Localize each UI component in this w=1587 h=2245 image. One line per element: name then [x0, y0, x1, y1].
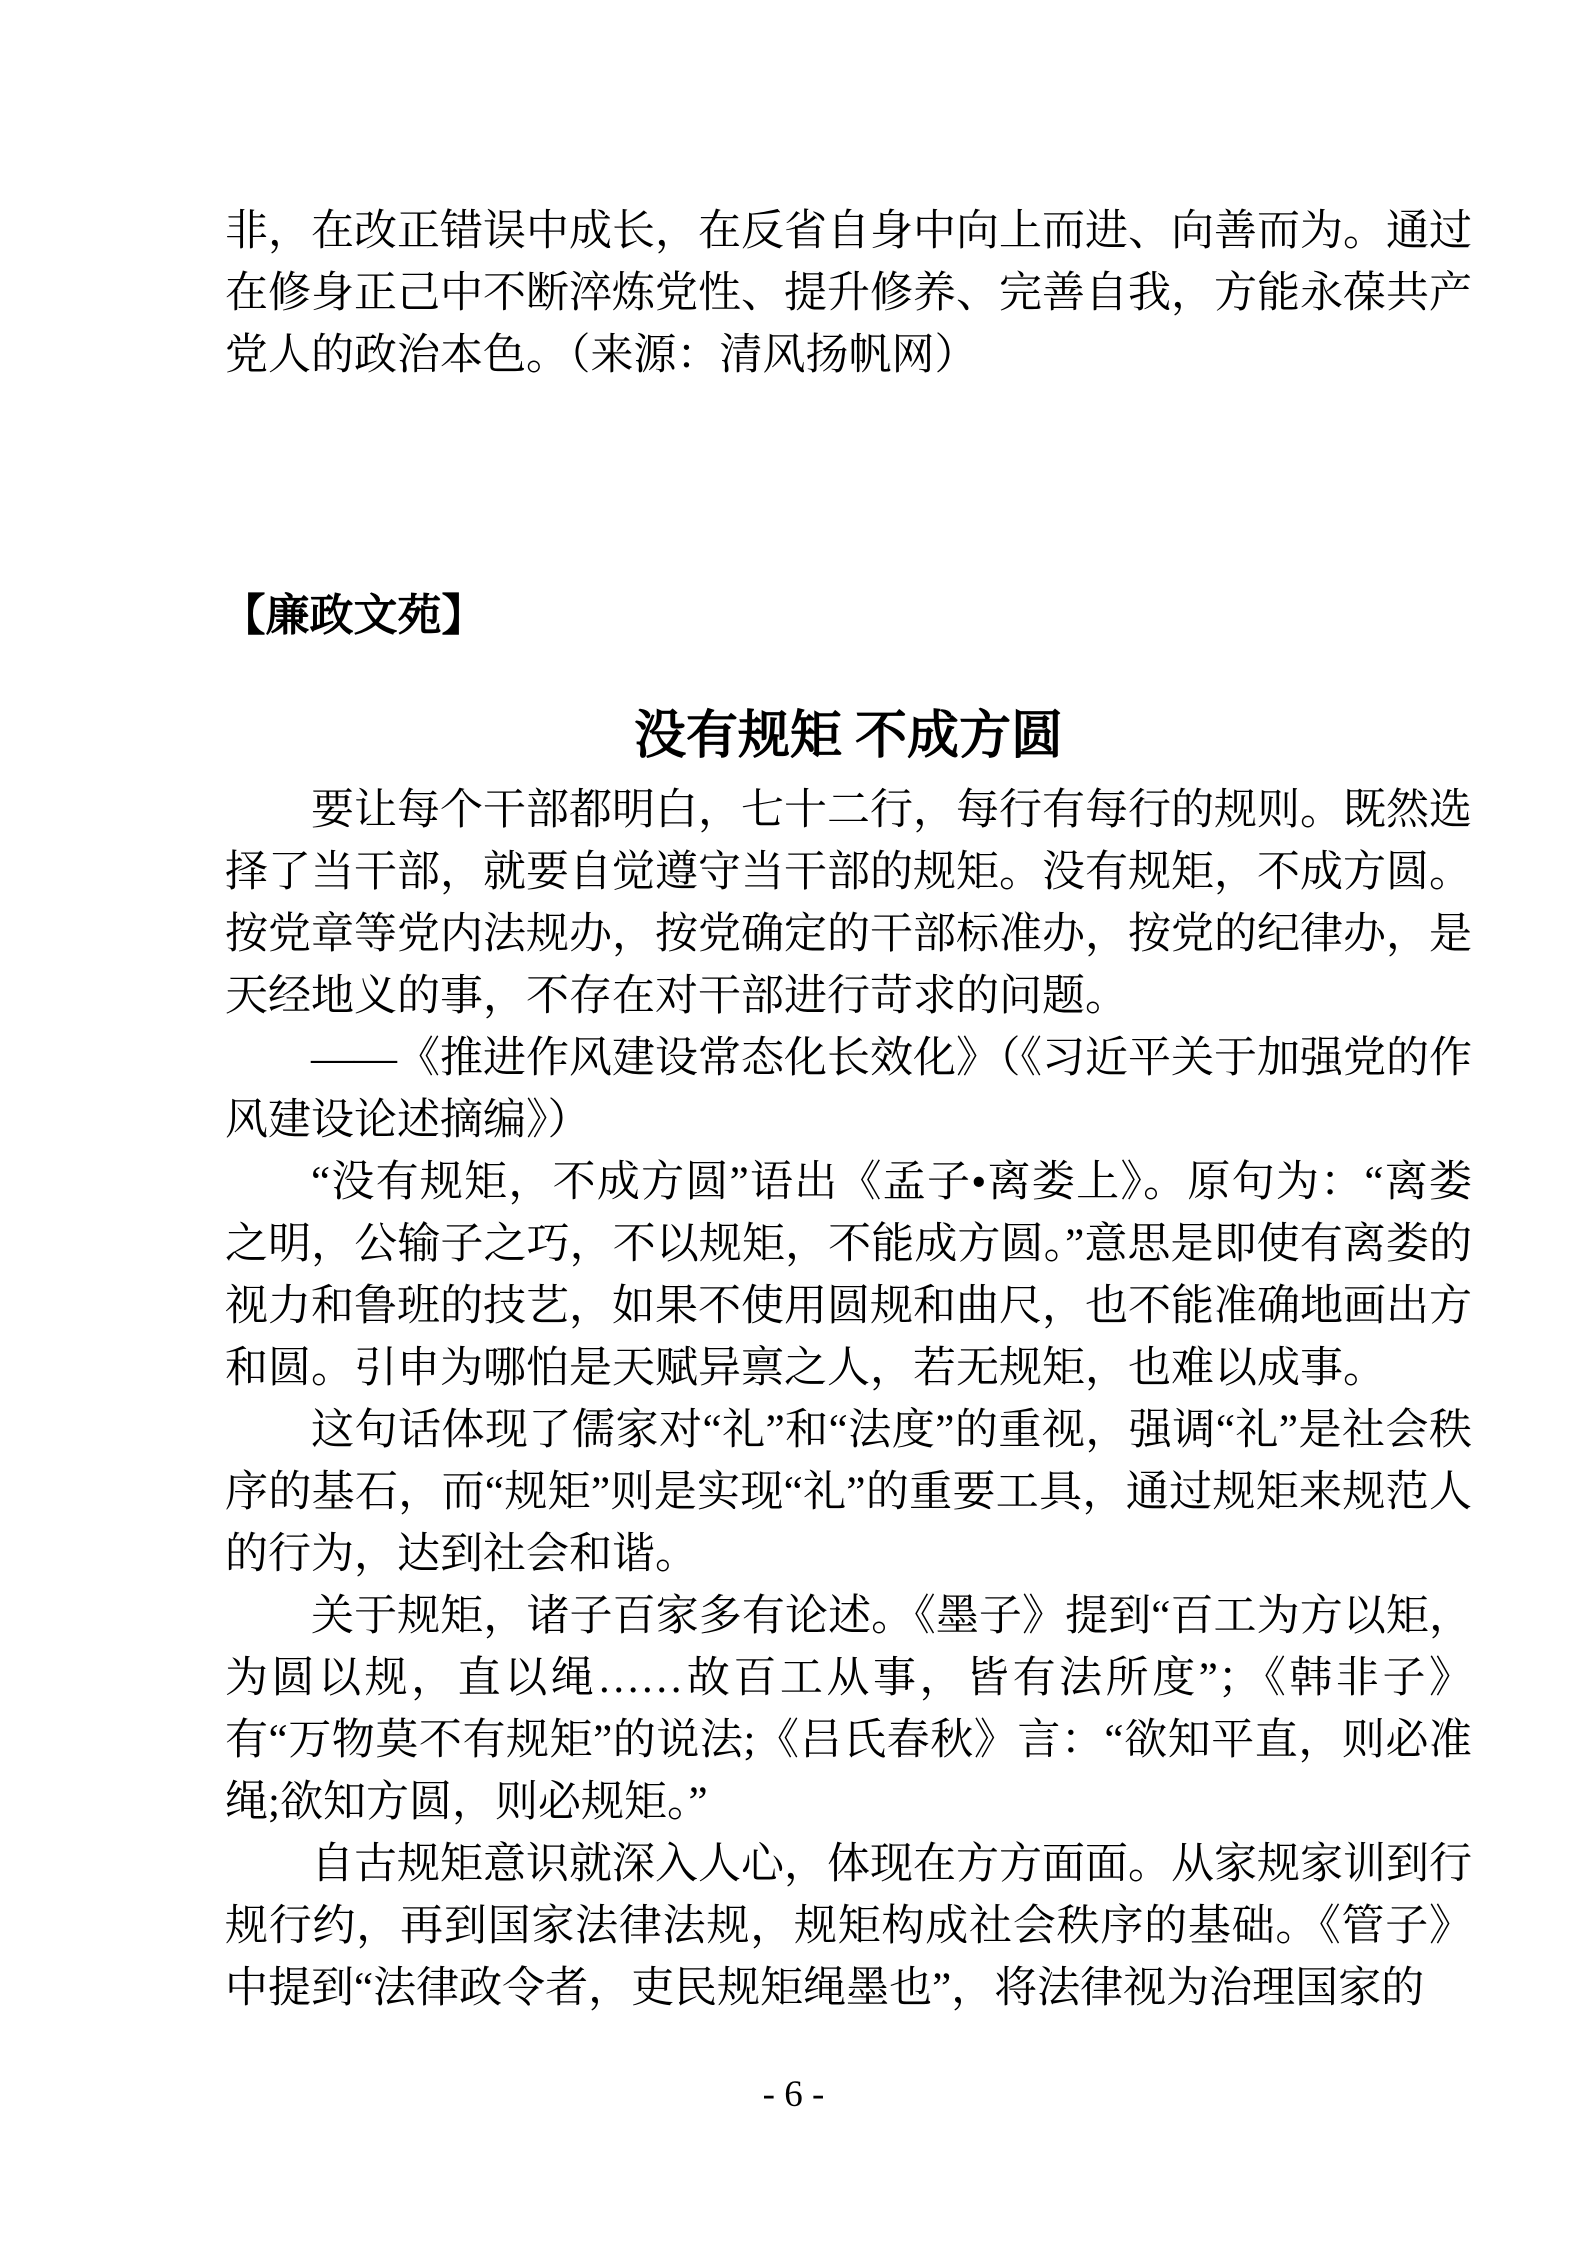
- paragraph: 关于规矩，诸子百家多有论述。《墨子》提到“百工为方以矩，为圆以规，直以绳……故百工从事，皆有法所度”；《韩非子》有“万物莫不有规矩”的说法;《吕氏春秋》言：“欲知平直，则必准绳;欲知方圆，则必规矩。”: [225, 1593, 1472, 1826]
- paragraph: 要让每个干部都明白，七十二行，每行有每行的规则。既然选择了当干部，就要自觉遵守当干部的规矩。没有规矩，不成方圆。按党章等党内法规办，按党确定的干部标准办，按党的纪律办，是天经地义的事，不存在对干部进行苛求的问题。: [225, 787, 1472, 1020]
- paragraph-citation: ——《推进作风建设常态化长效化》（《习近平关于加强党的作风建设论述摘编》）: [225, 1035, 1472, 1144]
- paragraph: 自古规矩意识就深入人心，体现在方方面面。从家规家训到行规行约，再到国家法律法规，规矩构成社会秩序的基础。《管子》中提到“法律政令者，吏民规矩绳墨也”，将法律视为治理国家的: [225, 1841, 1472, 2012]
- article-title: 没有规矩 不成方圆: [633, 708, 1063, 765]
- section-header: 【廉政文苑】: [221, 591, 486, 640]
- continuation-paragraph: 非，在改正错误中成长，在反省自身中向上而进、向善而为。通过在修身正己中不断淬炼党性、提升修养、完善自我，方能永葆共产党人的政治本色。（来源：清风扬帆网）: [225, 208, 1472, 379]
- document-content: [221, 201, 1472, 2020]
- paragraph: 这句话体现了儒家对“礼”和“法度”的重视，强调“礼”是社会秩序的基石，而“规矩”则是实现“礼”的重要工具，通过规矩来规范人的行为，达到社会和谐。: [225, 1407, 1472, 1578]
- page-number: - 6 -: [762, 2074, 825, 2115]
- paragraph: “没有规矩，不成方圆”语出《孟子•离娄上》。原句为：“离娄之明，公输子之巧，不以规矩，不能成方圆。”意思是即使有离娄的视力和鲁班的技艺，如果不使用圆规和曲尺，也不能准确地画出方和圆。引申为哪怕是天赋异禀之人，若无规矩，也难以成事。: [225, 1159, 1472, 1392]
